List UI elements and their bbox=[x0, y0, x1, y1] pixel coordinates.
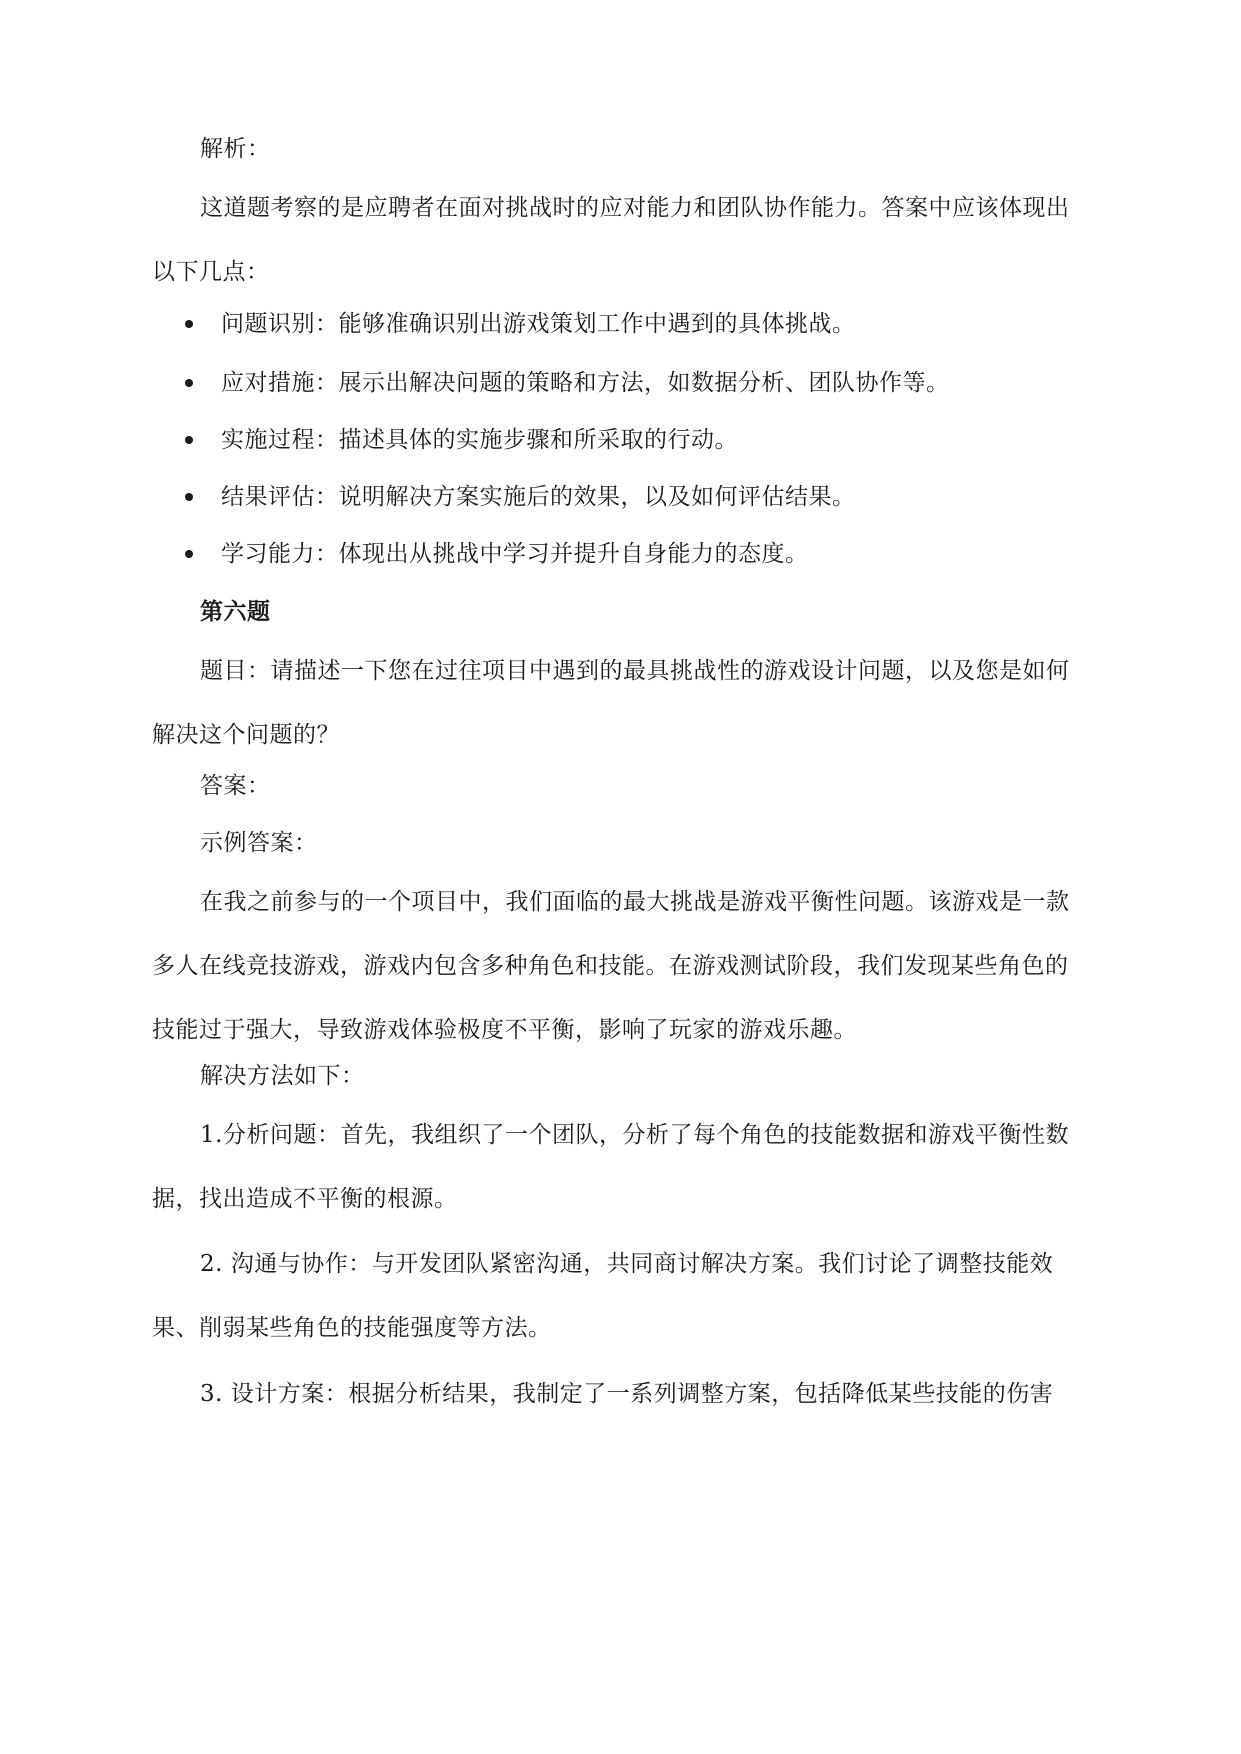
answer-label: 答案： bbox=[200, 773, 271, 799]
sample-answer-story: 在我之前参与的一个项目中，我们面临的最大挑战是游戏平衡性问题。该游戏是一款多人在线竞技游戏，游戏内包含多种角色和技能。在游戏测试阶段，我们发现某些角色的技能过于强大，导致游戏体验极度不平衡，影响了玩家的游戏乐趣。 bbox=[152, 889, 1070, 1043]
bullet-item-response-measures bbox=[185, 367, 950, 399]
bullet-icon bbox=[185, 436, 193, 444]
analysis-intro: 这道题考察的是应聘者在面对挑战时的应对能力和团队协作能力。答案中应该体现出以下几点： bbox=[152, 195, 1070, 285]
step-communicate: 2. 沟通与协作：与开发团队紧密沟通，共同商讨解决方案。我们讨论了调整技能效果、削弱某些角色的技能强度等方法。 bbox=[152, 1251, 1054, 1341]
bullet-text: 应对措施：展示出解决问题的策略和方法，如数据分析、团队协作等。 bbox=[221, 370, 950, 396]
bullet-text: 结果评估：说明解决方案实施后的效果，以及如何评估结果。 bbox=[221, 484, 856, 510]
bullet-item-implementation bbox=[185, 424, 738, 456]
method-label: 解决方法如下： bbox=[200, 1063, 365, 1089]
bullet-icon bbox=[185, 379, 193, 387]
bullet-icon bbox=[185, 493, 193, 501]
bullet-item-problem-identification bbox=[185, 308, 856, 340]
step-analyze: 1.分析问题：首先，我组织了一个团队，分析了每个角色的技能数据和游戏平衡性数据，找出造成不平衡的根源。 bbox=[152, 1122, 1069, 1212]
bullet-text: 学习能力：体现出从挑战中学习并提升自身能力的态度。 bbox=[221, 541, 809, 567]
sample-answer-label: 示例答案： bbox=[200, 830, 318, 856]
bullet-icon bbox=[185, 550, 193, 558]
analysis-label: 解析： bbox=[200, 136, 271, 162]
step-design: 3. 设计方案：根据分析结果，我制定了一系列调整方案，包括降低某些技能的伤害 bbox=[200, 1381, 1054, 1407]
section-heading: 第六题 bbox=[200, 598, 271, 625]
bullet-text: 问题识别：能够准确识别出游戏策划工作中遇到的具体挑战。 bbox=[221, 311, 856, 337]
question-text: 题目：请描述一下您在过往项目中遇到的最具挑战性的游戏设计问题，以及您是如何解决这个问题的？ bbox=[152, 658, 1070, 748]
bullet-item-result-evaluation bbox=[185, 481, 856, 513]
bullet-text: 实施过程：描述具体的实施步骤和所采取的行动。 bbox=[221, 427, 738, 453]
bullet-item-learning-ability bbox=[185, 538, 809, 570]
bullet-icon bbox=[185, 320, 193, 328]
